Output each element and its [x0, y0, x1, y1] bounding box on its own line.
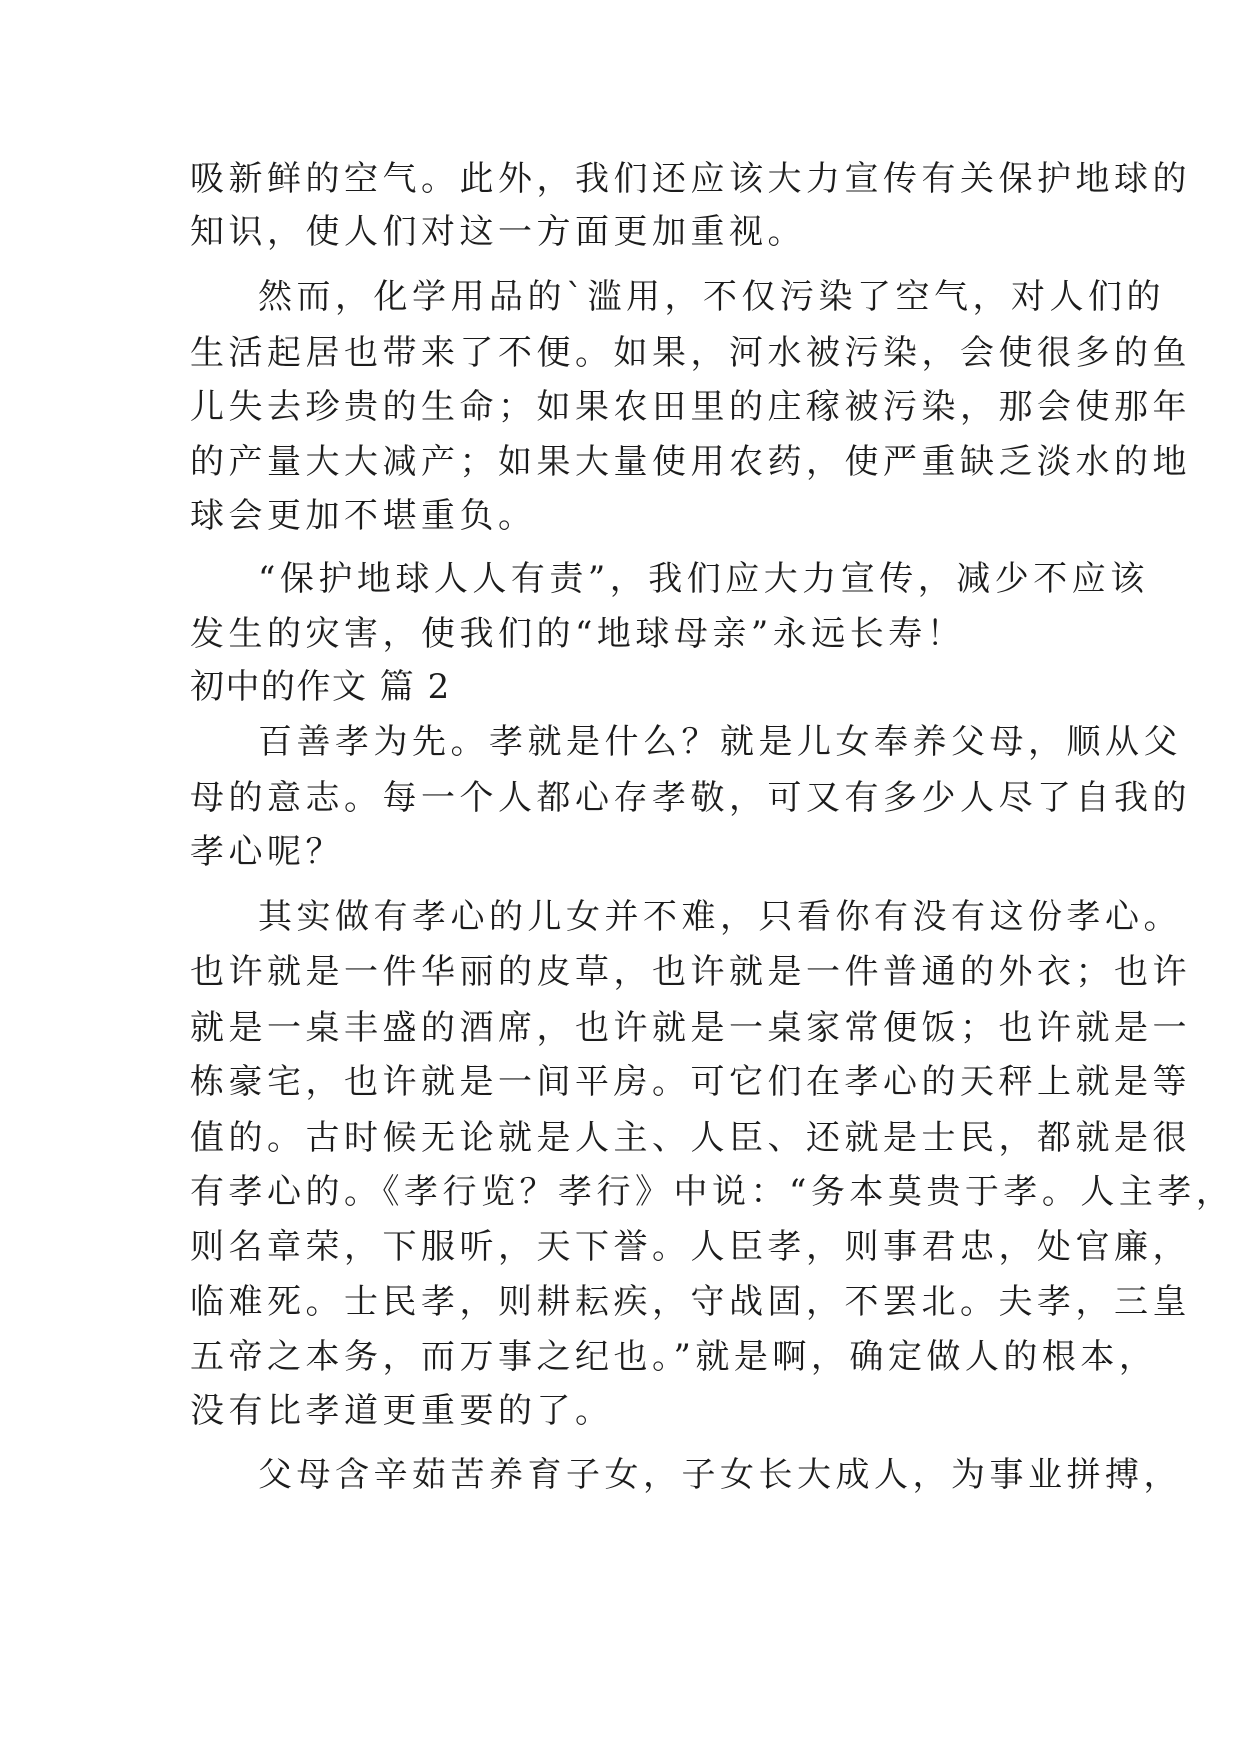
text-line: 发生的灾害，使我们的“地球母亲”永远长寿！ — [190, 614, 966, 654]
section-heading: 初中的作文 篇 2 — [190, 667, 451, 707]
text-line: 五帝之本务，而万事之纪也。”就是啊，确定做人的根本， — [190, 1337, 1158, 1377]
text-line: 栋豪宅，也许就是一间平房。可它们在孝心的天秤上就是等 — [190, 1062, 1191, 1102]
paragraph-line: 然而，化学用品的`滥用，不仅污染了空气，对人们的 — [258, 277, 1165, 317]
paragraph-line: 其实做有孝心的儿女并不难，只看你有没有这份孝心。 — [258, 897, 1182, 937]
text-line: 母的意志。每一个人都心存孝敬，可又有多少人尽了自我的 — [190, 778, 1191, 818]
paragraph-line: “保护地球人人有责”，我们应大力宣传，减少不应该 — [258, 559, 1149, 599]
text-line: 临难死。士民孝，则耕耘疾，守战固，不罢北。夫孝，三皇 — [190, 1282, 1191, 1322]
paragraph-line: 百善孝为先。孝就是什么？就是儿女奉养父母，顺从父 — [258, 722, 1182, 762]
text-line: 则名章荣，下服听，天下誉。人臣孝，则事君忠，处官廉， — [190, 1227, 1191, 1267]
text-line: 就是一桌丰盛的酒席，也许就是一桌家常便饭；也许就是一 — [190, 1008, 1191, 1048]
text-line: 儿失去珍贵的生命；如果农田里的庄稼被污染，那会使那年 — [190, 387, 1191, 427]
text-line: 生活起居也带来了不便。如果，河水被污染，会使很多的鱼 — [190, 333, 1191, 373]
paragraph-line: 父母含辛茹苦养育子女，子女长大成人，为事业拼搏， — [258, 1455, 1182, 1495]
text-line: 球会更加不堪重负。 — [190, 496, 537, 536]
text-line: 知识，使人们对这一方面更加重视。 — [190, 212, 806, 252]
text-line: 没有比孝道更重要的了。 — [190, 1391, 614, 1431]
text-line: 吸新鲜的空气。此外，我们还应该大力宣传有关保护地球的 — [190, 159, 1191, 199]
text-line: 有孝心的。《孝行览？孝行》中说：“务本莫贵于孝。人主孝， — [190, 1172, 1235, 1212]
text-line: 值的。古时候无论就是人主、人臣、还就是士民，都就是很 — [190, 1118, 1191, 1158]
text-line: 也许就是一件华丽的皮草，也许就是一件普通的外衣；也许 — [190, 952, 1191, 992]
text-line: 孝心呢？ — [190, 832, 344, 872]
text-line: 的产量大大减产；如果大量使用农药，使严重缺乏淡水的地 — [190, 442, 1191, 482]
